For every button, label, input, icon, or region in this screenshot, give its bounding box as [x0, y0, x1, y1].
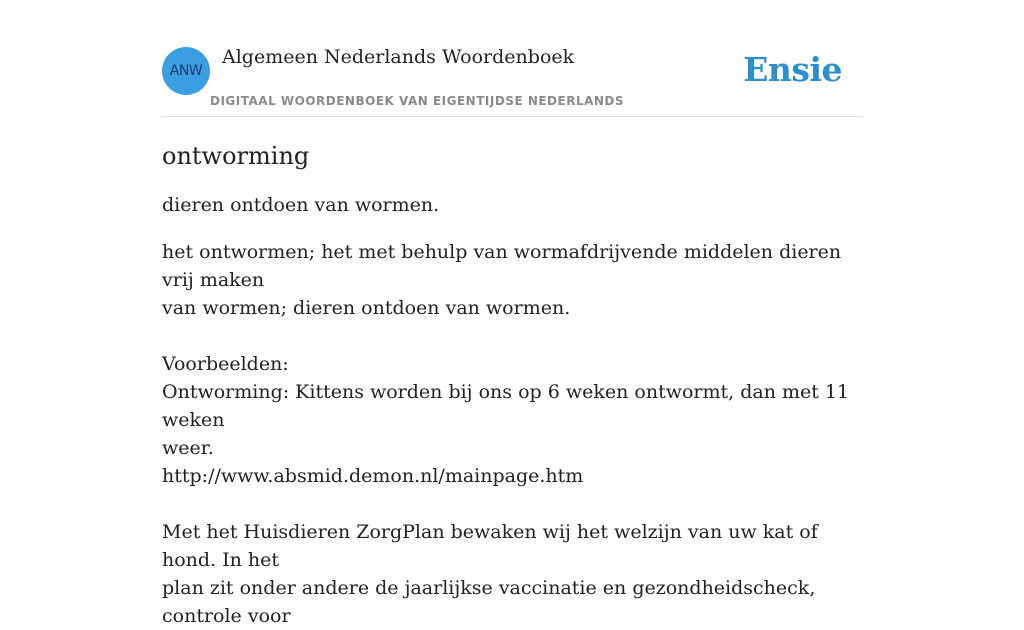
example-source: http://www.absmid.demon.nl/mainpage.htm	[162, 465, 584, 487]
extra-line: Met het Huisdieren ZorgPlan bewaken wij het welzijn van uw kat of hond. In het	[162, 521, 818, 571]
examples-label: Voorbeelden:	[162, 353, 289, 375]
spacer	[162, 322, 862, 350]
dictionary-subtitle: DIGITAAL WOORDENBOEK VAN EIGENTIJDSE NEDERLANDS	[210, 94, 625, 108]
definition-line: het ontwormen; het met behulp van wormafdrijvende middelen dieren vrij maken	[162, 241, 842, 291]
ensie-brand-logo[interactable]: Ensie	[743, 50, 842, 89]
short-definition: dieren ontdoen van wormen.	[162, 194, 440, 216]
anw-logo[interactable]	[162, 47, 210, 95]
page	[162, 0, 862, 630]
logo-text: ANW	[169, 63, 203, 79]
example-line: Ontworming: Kittens worden bij ons op 6 weken ontwormt, dan met 11 weken	[162, 381, 850, 431]
spacer	[162, 490, 862, 518]
example-line: weer.	[162, 437, 214, 459]
extra-line: plan zit onder andere de jaarlijkse vaccinatie en gezondheidscheck, controle voor	[162, 577, 816, 627]
headword: ontworming	[162, 142, 310, 170]
definition-line: van wormen; dieren ontdoen van wormen.	[162, 297, 571, 319]
definition-body	[162, 238, 862, 630]
dictionary-title[interactable]: Algemeen Nederlands Woordenboek	[222, 46, 575, 68]
site-header	[162, 0, 862, 117]
